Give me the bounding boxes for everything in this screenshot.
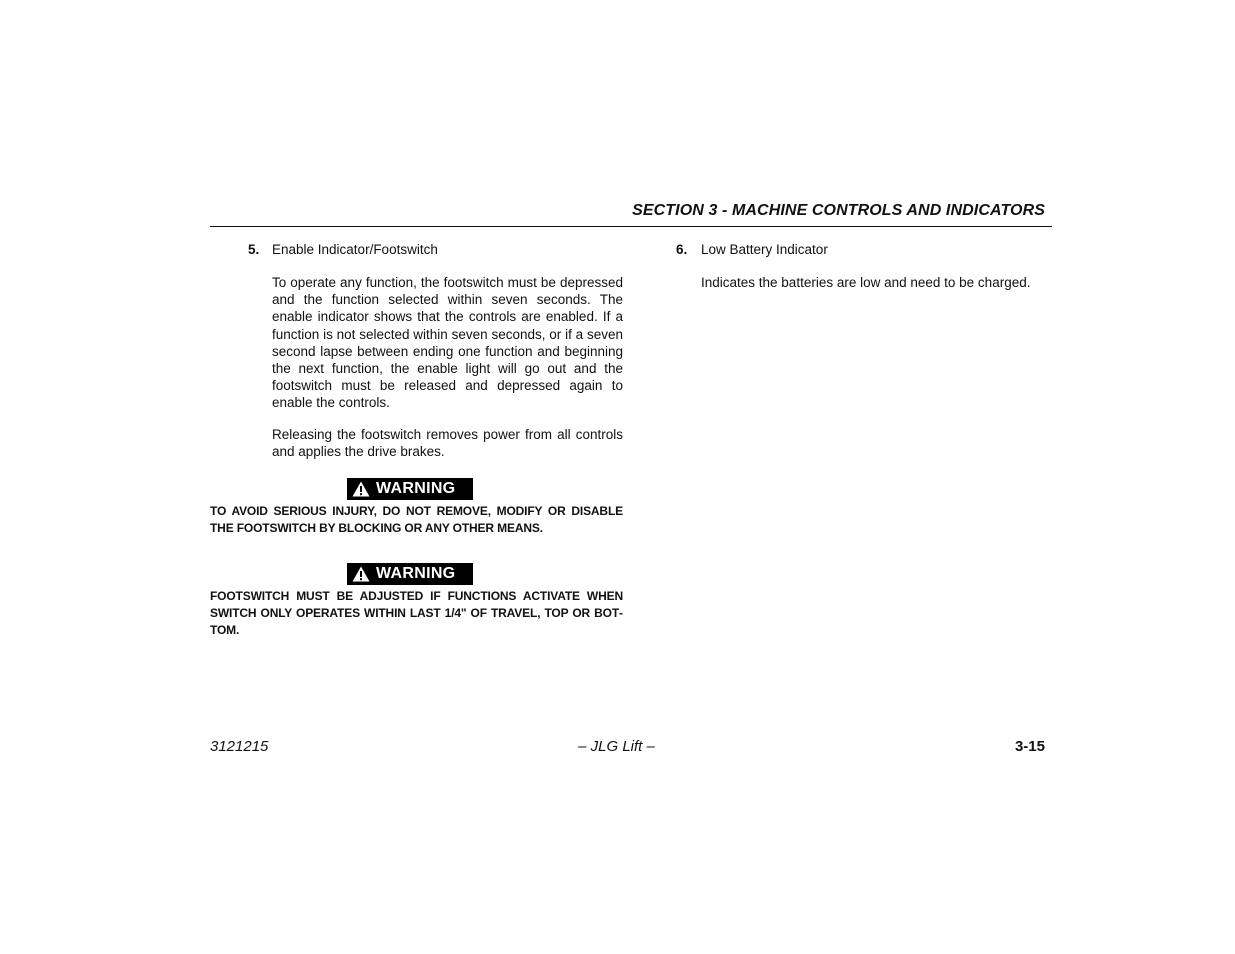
- item-number: 5.: [248, 242, 260, 257]
- warning-badge: [347, 478, 473, 500]
- footer-page-number: 3-15: [1014, 738, 1045, 755]
- warning-label: WARNING: [376, 564, 456, 582]
- item-label: Enable Indicator/Footswitch: [272, 242, 438, 257]
- warning-text: TO AVOID SERIOUS INJURY, DO NOT REMOVE, MODIFY OR DISABLE THE FOOTSWITCH BY BLOCKING OR ANY OTHER MEANS.: [210, 504, 623, 536]
- item-5-paragraph-2: Releasing the footswitch removes power from all controls and applies the drive brakes.: [272, 426, 623, 459]
- footer-center: [0, 738, 1235, 755]
- left-column: [210, 240, 623, 640]
- warning-text: FOOTSWITCH MUST BE ADJUSTED IF FUNCTIONS ACTIVATE WHEN SWITCH ONLY OPERATES WITHIN LAST 1/4" OF TRAVEL, TOP OR BOTTOM.: [210, 588, 623, 638]
- warning-triangle-icon: [352, 566, 370, 582]
- item-5-paragraph-1: To operate any function, the footswitch must be depressed and the function selected within seven seconds. The enable indicator shows that the controls are enabled. If a function is not selected within seven seconds, or if a seven second lapse between ending one function and beginning the next function, the enable light will go out and the footswitch must be released and depressed again to enable the controls.: [272, 275, 623, 411]
- item-5-heading: [210, 240, 623, 260]
- item-6-paragraph-1: Indicates the batteries are low and need to be charged.: [701, 275, 1031, 290]
- item-number: 6.: [676, 242, 688, 257]
- right-column: [676, 240, 1048, 291]
- item-6-heading: [676, 240, 1048, 260]
- warning-badge: [347, 563, 473, 585]
- item-label: Low Battery Indicator: [701, 242, 828, 257]
- header-rule: [210, 226, 1052, 227]
- footer-doc-number: 3121215: [210, 738, 269, 755]
- warning-label: WARNING: [376, 480, 456, 498]
- page-header-title: SECTION 3 - MACHINE CONTROLS AND INDICATORS: [632, 202, 1045, 219]
- warning-triangle-icon: [352, 481, 370, 497]
- footer-center-text: – JLG Lift –: [578, 738, 655, 755]
